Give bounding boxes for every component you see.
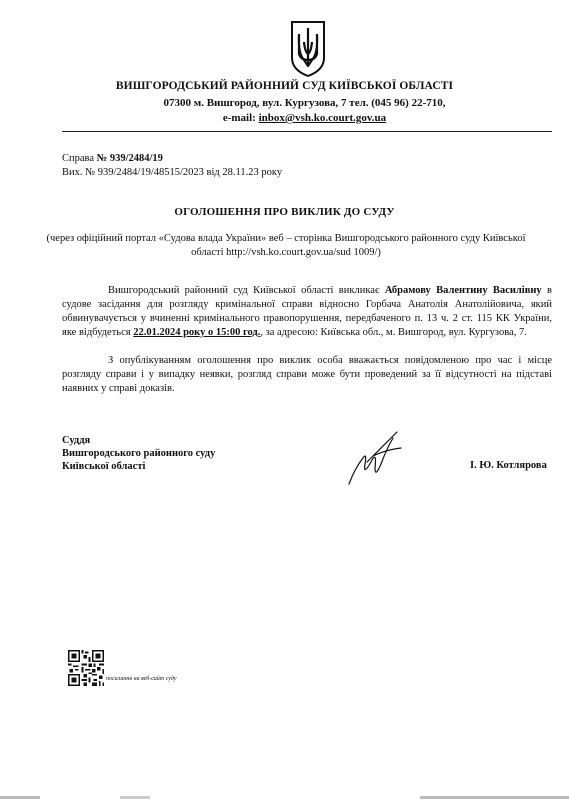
p2-text: З опублікуванням оголошення про виклик особа вважається повідомленою про час і місце розгляду справи і у випадку неявки, розгляд справи може бути проведений за її відсутності на підставі наявних у справі доказів. [62,355,552,394]
summons-paragraph [62,284,552,340]
handwritten-signature [345,428,405,488]
outgoing-number: Вих. № 939/2484/19/48515/2023 від 28.11.23 року [62,167,283,178]
coat-of-arms-icon [289,20,327,78]
portal-note: (через офіційний портал «Судова влада України» веб – сторінка Вишгородського районного суду Київської області http://vsh.ko.court.gov.ua/sud 1009/) [46,233,526,258]
p1-start: Вишгородський районний суд Київської області викликає [108,285,385,296]
court-email-line [20,112,569,124]
qr-caption: посилання на веб-сайт суду [106,676,177,682]
qr-code-icon[interactable] [68,650,104,686]
role-line-1: Суддя [62,435,91,446]
document-title: ОГОЛОШЕННЯ ПРО ВИКЛИК ДО СУДУ [174,206,395,218]
p1-end: , за адресою: Київська обл., м. Вишгород, вул. Кургузова, 7. [260,327,527,338]
judge-role [62,434,215,473]
court-email-link[interactable]: inbox@vsh.ko.court.gov.ua [258,112,387,124]
case-info [62,152,282,180]
case-number: № 939/2484/19 [96,153,163,164]
email-label: e-mail: [222,112,259,124]
header-divider [62,131,552,132]
court-name: ВИШГОРОДСЬКИЙ РАЙОННИЙ СУД КИЇВСЬКОЇ ОБЛАСТІ [115,80,454,92]
hearing-datetime: 22.01.2024 року о 15:00 год. [133,327,261,338]
case-label: Справа [62,153,97,164]
judge-name: І. Ю. Котлярова [470,460,547,471]
role-line-3: Київської області [62,461,146,472]
p1-mid: в судове засідання для розгляду кримінальної справи відносно Горбача Анатолія Анатолійовича, який обвинувачується у вчиненні кримінального правопорушення, передбаченого п. 13 ч. 2 ст. 115 КК України, яке відбудеться [62,285,552,338]
scan-edge-artifact [0,795,569,800]
notice-paragraph [62,354,552,396]
role-line-2: Вишгородського районного суду [62,448,216,459]
summoned-person: Абрамову Валентину Василівну [384,285,542,296]
court-address: 07300 м. Вишгород, вул. Кургузова, 7 тел. (045 96) 22-710, [163,97,446,109]
